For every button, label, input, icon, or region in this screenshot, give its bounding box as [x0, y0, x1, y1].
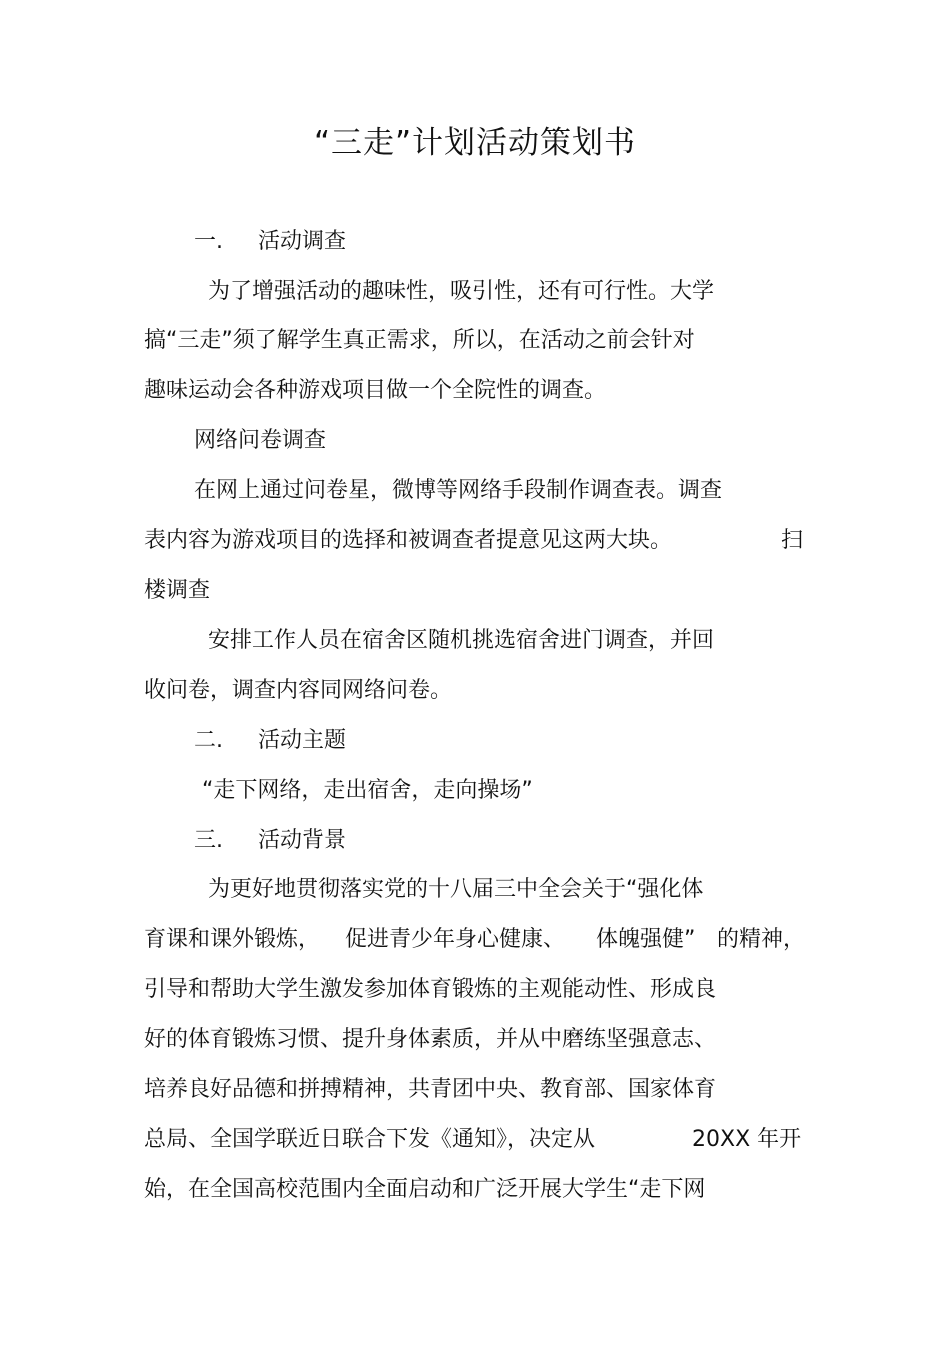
- section-heading-2: [194, 723, 346, 759]
- section-heading-1: [194, 224, 346, 260]
- section-heading-3: [194, 823, 346, 859]
- paragraph-line: 搞“三走”须了解学生真正需求，所以，在活动之前会针对: [144, 328, 695, 353]
- paragraph-line: 表内容为游戏项目的选择和被调查者提意见这两大块。: [144, 528, 673, 553]
- paragraph-line: 培养良好品德和拼搏精神，共青团中央、教育部、国家体育: [144, 1077, 717, 1102]
- paragraph-line: 安排工作人员在宿舍区随机挑选宿舍进门调查，并回: [208, 628, 715, 653]
- paragraph-line: 楼调查: [144, 578, 211, 603]
- paragraph-fragment: 育课和课外锻炼，: [144, 927, 321, 952]
- document-title: “三走”计划活动策划书: [313, 125, 637, 161]
- paragraph-line: 好的体育锻炼习惯、提升身体素质，并从中磨练坚强意志、: [144, 1027, 717, 1052]
- section-title: 活动主题: [258, 728, 347, 753]
- section-title: 活动背景: [258, 828, 347, 853]
- section-number: 三.: [194, 828, 223, 853]
- slogan: “走下网络，走出宿舍，走向操场”: [202, 778, 533, 803]
- paragraph-line: 为了增强活动的趣味性，吸引性，还有可行性。大学: [208, 279, 715, 304]
- paragraph-line: 始，在全国高校范围内全面启动和广泛开展大学生“走下网: [144, 1177, 706, 1202]
- section-title: 活动调查: [258, 229, 347, 254]
- section-number: 二.: [194, 728, 223, 753]
- paragraph-fragment: 总局、全国学联近日联合下发《通知》，决定从: [144, 1127, 596, 1152]
- paragraph-fragment: 扫: [781, 528, 804, 553]
- paragraph-fragment: 20XX 年开: [692, 1127, 802, 1152]
- paragraph-line: 引导和帮助大学生激发参加体育锻炼的主观能动性、形成良: [144, 977, 717, 1002]
- paragraph-line: 趣味运动会各种游戏项目做一个全院性的调查。: [144, 378, 607, 403]
- paragraph-fragment: 的精神，: [717, 927, 806, 952]
- subheading: 网络问卷调查: [194, 428, 327, 453]
- paragraph-fragment: 体魄强健”: [596, 927, 696, 952]
- paragraph-fragment: 促进青少年身心健康、: [345, 927, 566, 952]
- section-number: 一.: [194, 229, 223, 254]
- paragraph-line: 为更好地贯彻落实党的十八届三中全会关于“强化体: [208, 877, 704, 902]
- paragraph-line: 收问卷，调查内容同网络问卷。: [144, 678, 453, 703]
- paragraph-line: 在网上通过问卷星，微博等网络手段制作调查表。调查: [194, 478, 723, 503]
